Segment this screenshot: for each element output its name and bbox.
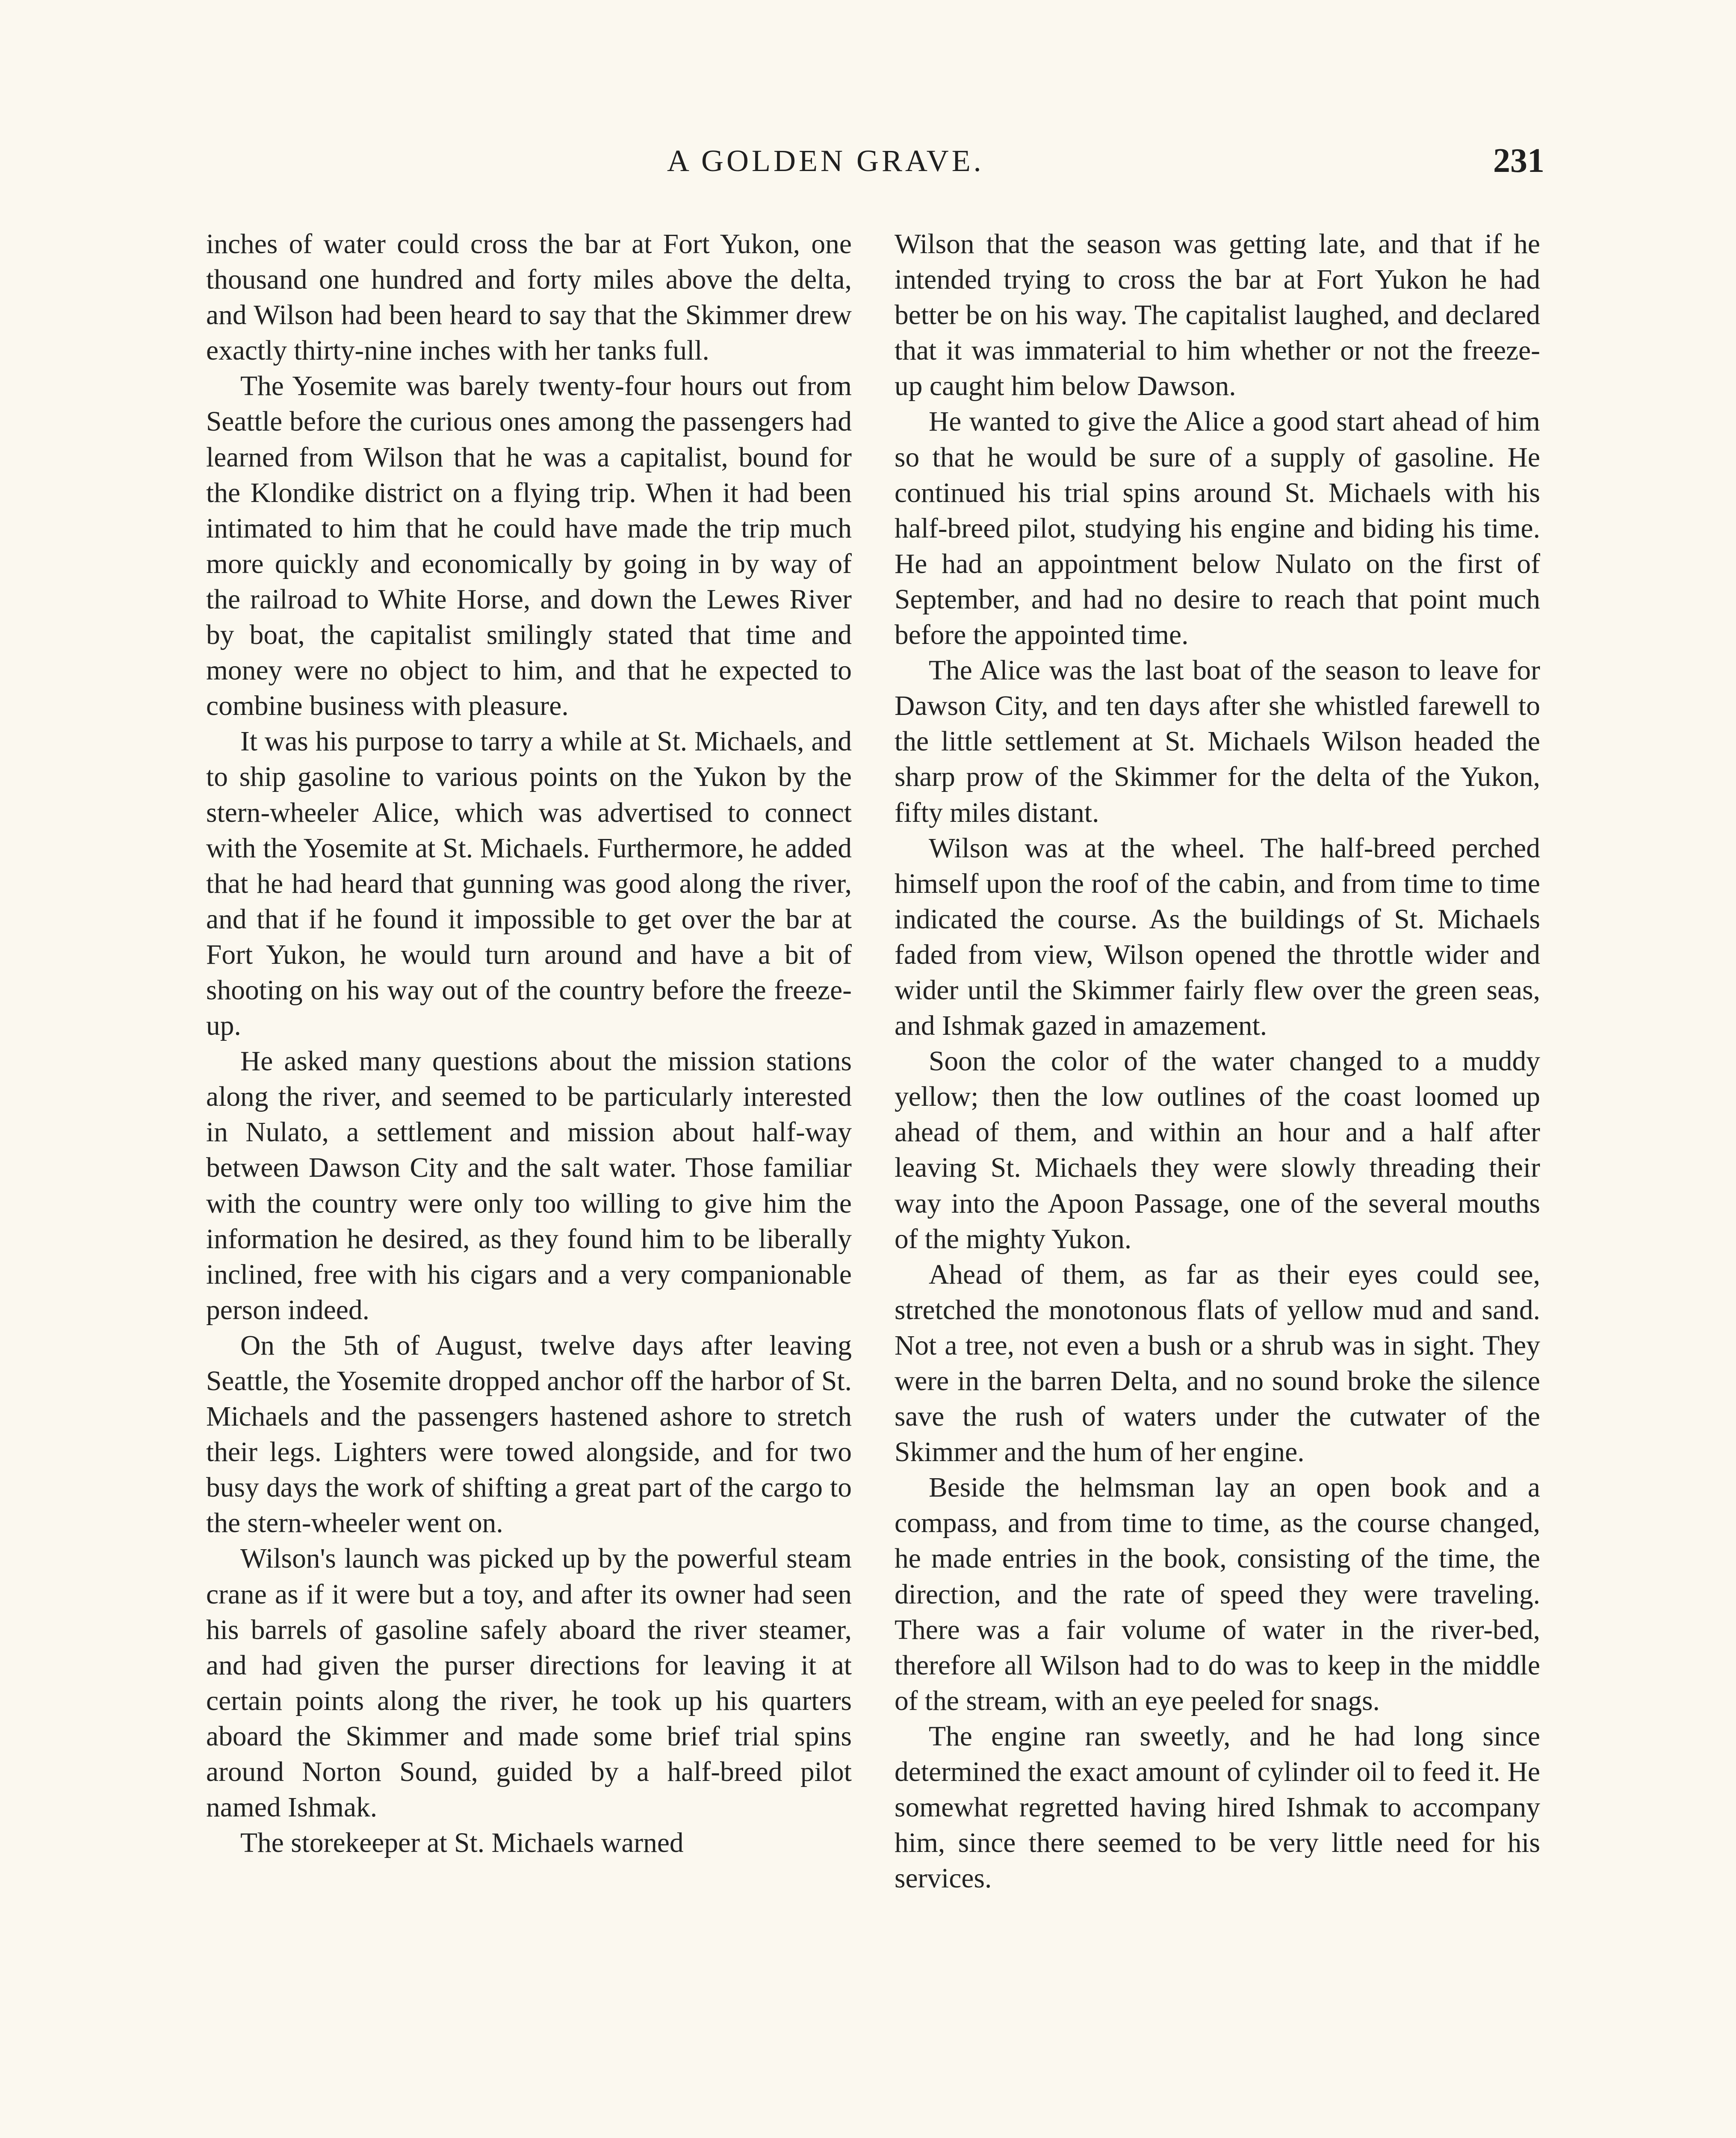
paragraph: He asked many questions about the mission stations along the river, and seemed to be particularly interested in Nulato, a settlement and mission about half-way between Dawson City and the salt water. Those familiar with the country were only too willing to give him the information he desired, as they found him to be liberally inclined, free with his cigars and a very companionable person indeed. xyxy=(206,1046,852,1326)
paragraph: The Yosemite was barely twenty-four hours out from Seattle before the curious ones among the passengers had learned from Wilson that he was a capitalist, bound for the Klondike district on a flying trip. When it had been intimated to him that he could have made the trip much more quickly and economically by going in by way of the railroad to White Horse, and down the Lewes River by boat, the capitalist smilingly stated that time and money were no object to him, and that he expected to combine business with pleasure. xyxy=(206,371,852,722)
left-column xyxy=(206,227,852,1861)
paragraph: Wilson that the season was getting late, and that if he intended trying to cross the bar at Fort Yukon he had better be on his way. The capitalist laughed, and declared that it was immaterial to him whether or not the freeze-up caught him below Dawson. xyxy=(895,229,1540,402)
paragraph: Soon the color of the water changed to a muddy yellow; then the low outlines of the coast loomed up ahead of them, and within an hour and a half after leaving St. Michaels they were slowly threading their way into the Apoon Passage, one of the several mouths of the mighty Yukon. xyxy=(895,1046,1540,1255)
paragraph: He wanted to give the Alice a good start ahead of him so that he would be sure of a supply of gasoline. He continued his trial spins around St. Michaels with his half-breed pilot, studying his engine and biding his time. He had an appointment below Nulato on the first of September, and had no desire to reach that point much before the appointed time. xyxy=(895,406,1540,651)
paragraph: The engine ran sweetly, and he had long since determined the exact amount of cylinder oil to feed it. He somewhat regretted having hired Ishmak to accompany him, since there seemed to be very little need for his services. xyxy=(895,1721,1540,1894)
paragraph: Beside the helmsman lay an open book and a compass, and from time to time, as the course changed, he made entries in the book, consisting of the time, the direction, and the rate of speed they were traveling. There was a fair volume of water in the river-bed, therefore all Wilson had to do was to keep in the middle of the stream, with an eye peeled for snags. xyxy=(895,1472,1540,1716)
right-column xyxy=(895,227,1540,1896)
page-number: 231 xyxy=(1493,142,1544,180)
running-title: A GOLDEN GRAVE. xyxy=(667,144,984,178)
paragraph: It was his purpose to tarry a while at St. Michaels, and to ship gasoline to various points on the Yukon by the stern-wheeler Alice, which was advertised to connect with the Yosemite at St. Michaels. Furthermore, he added that he had heard that gunning was good along the river, and that if he found it impossible to get over the bar at Fort Yukon, he would turn around and have a bit of shooting on his way out of the country before the freeze-up. xyxy=(206,726,852,1042)
paragraph: Wilson's launch was picked up by the powerful steam crane as if it were but a toy, and after its owner had seen his barrels of gasoline safely aboard the river steamer, and had given the purser directions for leaving it at certain points along the river, he took up his quarters aboard the Skimmer and made some brief trial spins around Norton Sound, guided by a half-breed pilot named Ishmak. xyxy=(206,1543,852,1823)
page-header xyxy=(0,143,1736,186)
paragraph: On the 5th of August, twelve days after leaving Seattle, the Yosemite dropped anchor off the harbor of St. Michaels and the passengers hastened ashore to stretch their legs. Lighters were towed alongside, and for two busy days the work of shifting a great part of the cargo to the stern-wheeler went on. xyxy=(206,1330,852,1539)
paragraph: The Alice was the last boat of the season to leave for Dawson City, and ten days after she whistled farewell to the little settlement at St. Michaels Wilson headed the sharp prow of the Skimmer for the delta of the Yukon, fifty miles distant. xyxy=(895,655,1540,828)
paragraph: inches of water could cross the bar at Fort Yukon, one thousand one hundred and forty miles above the delta, and Wilson had been heard to say that the Skimmer drew exactly thirty-nine inches with her tanks full. xyxy=(206,229,852,366)
paragraph: Wilson was at the wheel. The half-breed perched himself upon the roof of the cabin, and from time to time indicated the course. As the buildings of St. Michaels faded from view, Wilson opened the throttle wider and wider until the Skimmer fairly flew over the green seas, and Ishmak gazed in amazement. xyxy=(895,833,1540,1042)
paragraph: The storekeeper at St. Michaels warned xyxy=(240,1828,684,1859)
paragraph: Ahead of them, as far as their eyes could see, stretched the monotonous flats of yellow mud and sand. Not a tree, not even a bush or a shrub was in sight. They were in the barren Delta, and no sound broke the silence save the rush of waters under the cutwater of the Skimmer and the hum of her engine. xyxy=(895,1259,1540,1468)
